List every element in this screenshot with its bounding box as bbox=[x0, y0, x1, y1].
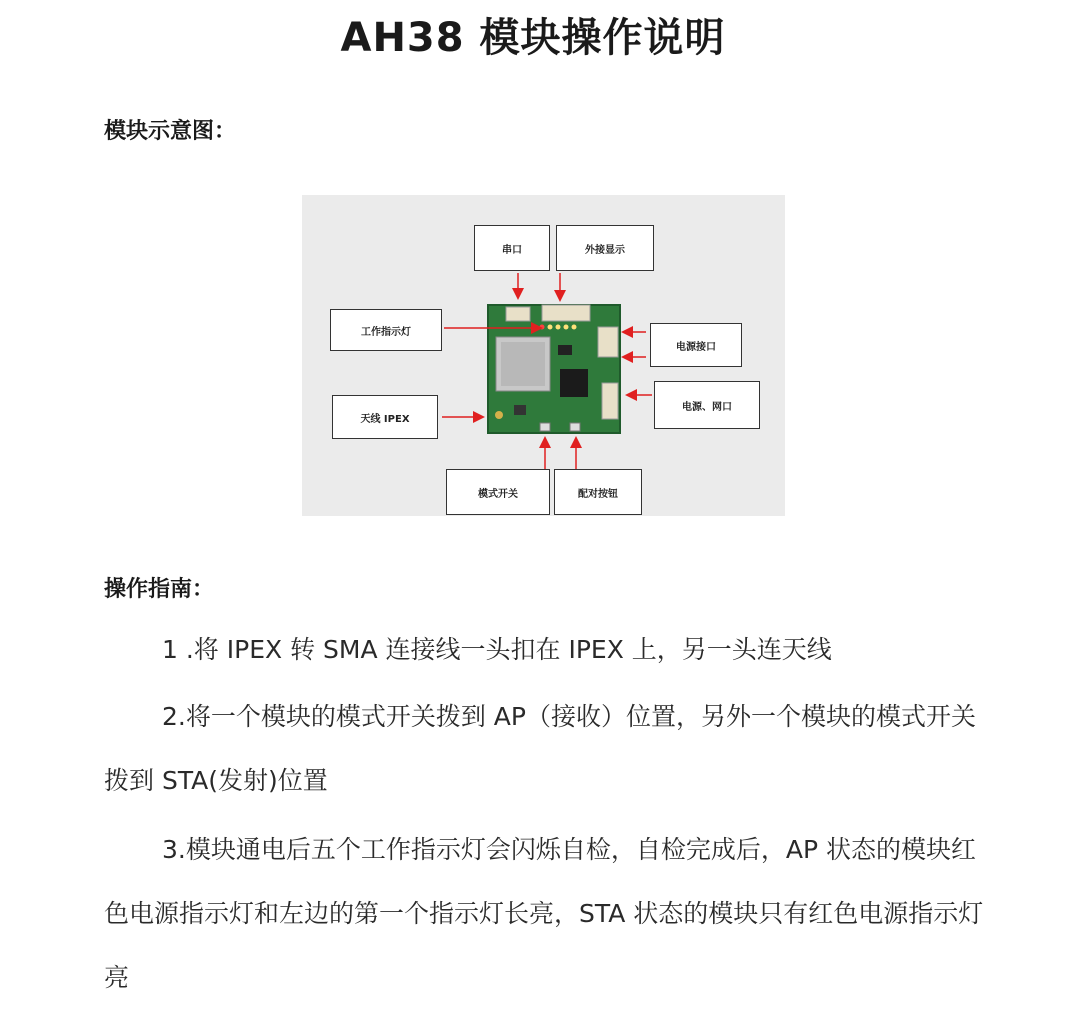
step-3: 3.模块通电后五个工作指示灯会闪烁自检，自检完成后，AP 状态的模块红色电源指示灯和左边的第一个指示灯长亮，STA 状态的模块只有红色电源指示灯亮 bbox=[104, 835, 984, 992]
step-2: 2.将一个模块的模式开关拨到 AP（接收）位置，另外一个模块的模式开关拨到 STA(发射)位置 bbox=[104, 702, 976, 795]
step-1: 1 .将 IPEX 转 SMA 连接线一头扣在 IPEX 上，另一头连天线 bbox=[162, 635, 832, 664]
label-external-display: 外接显示 bbox=[556, 225, 654, 271]
label-work-light: 工作指示灯 bbox=[330, 309, 442, 351]
label-antenna-ipex: 天线 IPEX bbox=[332, 395, 438, 439]
label-serial: 串口 bbox=[474, 225, 550, 271]
label-power-network: 电源、网口 bbox=[654, 381, 760, 429]
label-power-port: 电源接口 bbox=[650, 323, 742, 367]
label-pair-button: 配对按钮 bbox=[554, 469, 642, 515]
guide-heading: 操作指南： bbox=[104, 577, 215, 602]
label-mode-switch: 模式开关 bbox=[446, 469, 550, 515]
diagram-heading: 模块示意图： bbox=[104, 119, 237, 144]
module-diagram bbox=[302, 195, 785, 516]
page-title: AH38 模块操作说明 bbox=[340, 15, 726, 61]
